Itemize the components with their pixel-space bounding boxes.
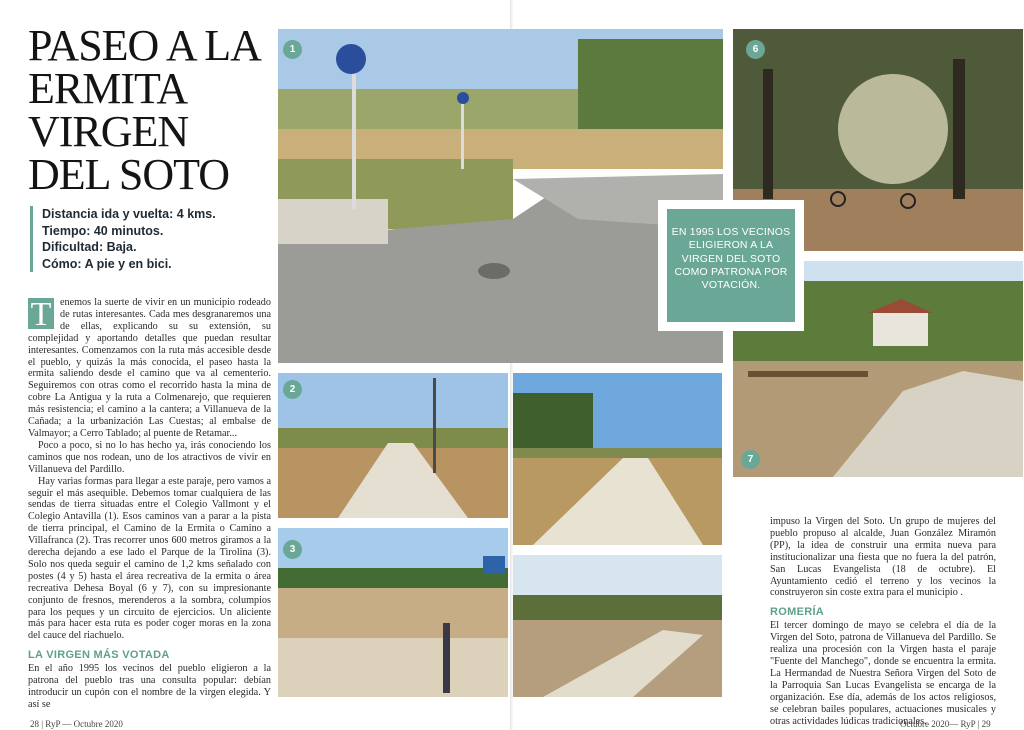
- fact-distance: Distancia ida y vuelta: 4 kms.: [42, 207, 216, 221]
- photo-4-straight-path: [513, 373, 722, 545]
- footer-right: Octubre 2020— RyP | 29: [900, 719, 991, 729]
- section-heading-virgen: LA VIRGEN MÁS VOTADA: [28, 649, 170, 662]
- body-column-right: [770, 516, 996, 727]
- intro-text: enemos la suerte de vivir en un municipio rodeado de rutas interesantes. Cada mes desgranaremos una de ellas, explicando su su extensión, su complejidad y aportando detalles que puedan resultar interesantes. Comenzamos con la ruta más accesible desde el pueblo, y quizás la más conocida, el paseo hasta la ermita saliendo desde el camino que va al cementerio. Seguiremos con otras como el recorrido hasta la mina de cobre La Antigua y la ruta a Colmenarejo, que requieren más resistencia; el camino a la cantera; a Villanueva de la Cañada; a la urbanización Las Cuestas; al embalse de Valmayor; a Cerro Tablado; al puente de Retamar...: [28, 297, 271, 439]
- footer-left: 28 | RyP — Octubre 2020: [30, 719, 123, 729]
- photo-number-badge: 6: [746, 40, 765, 59]
- paragraph-3: Hay varias formas para llegar a este paraje, pero vamos a seguir el más asequible. Debemos tomar cualquiera de las sendas de tierra situadas entre el Colegio Vallmont y el Colegio Antavilla (1). Esos caminos van a parar a la pista de tierra principal, el Camino de la Ermita o Camino a Villafranca (2). Tras recorrer unos 600 metros giramos a la derecha dejando a ese lado el Parque de la Tirolina (3). Solo nos queda seguir el camino de 1,2 kms señalado con postes (4 y 5) hasta el área recreativa de la ermita o área recreativa Dehesa Boyal (6 y 7), con su impresionante conjunto de fresnos, merenderos a la sombra, columpios para los peques y un circuito de ejercicios. Un aliciente más para hacer esta ruta es poder coger moras en la zona del cauce del riachuelo.: [28, 475, 271, 642]
- fact-time: Tiempo: 40 minutos.: [42, 223, 164, 238]
- fact-difficulty: Dificultad: Baja.: [42, 240, 137, 254]
- article-title: PASEO A LA ERMITA VIRGEN DEL SOTO: [28, 21, 259, 199]
- paragraph-2: Poco a poco, si no lo has hecho ya, irás conociendo los caminos que nos rodean, uno de los atractivos de vivir en Villanueva del Pardillo.: [28, 439, 271, 475]
- route-facts: [30, 206, 216, 272]
- body-column-left: [28, 297, 271, 711]
- fact-how: Cómo: A pie y en bici.: [42, 256, 172, 271]
- intro-paragraph: [28, 297, 271, 440]
- photo-number-badge: 1: [283, 40, 302, 59]
- photo-1-road-signs: [278, 29, 723, 363]
- pull-quote-text: EN 1995 LOS VECINOS ELIGIERON A LA VIRGEN DEL SOTO COMO PATRONA POR VOTACIÓN.: [667, 209, 795, 322]
- photo-number-badge: 2: [283, 380, 302, 399]
- photo-number-badge: 3: [283, 540, 302, 559]
- section-text-virgen: En el año 1995 los vecinos del pueblo eligieron a la patrona del pueblo tras una consulta popular: debían introducir un cupón con el nombre de la virgen elegida. Y así se: [28, 663, 271, 710]
- section-text-romeria: El tercer domingo de mayo se celebra el día de la Virgen del Soto, patrona de Villanueva del Pardillo. Se realiza una procesión con la Virgen hasta el paraje "Fuente del Manchego", donde se encuentra la ermita. La Hermandad de Nuestra Señora Virgen del Soto de la Parroquia San Lucas Evangelista se encarga de la organización. Ese día, además de los actos religiosos, se celebran bailes populares, actuaciones musicales y otras actividades lúdicas tradicionales.: [770, 620, 996, 727]
- section-heading-romeria: ROMERÍA: [770, 606, 825, 619]
- photo-3-tirolina-park: [278, 528, 508, 697]
- photo-number-badge: 7: [741, 450, 760, 469]
- pull-quote-box: [658, 200, 804, 331]
- photo-2-dirt-crossroad: [278, 373, 508, 518]
- continuation-paragraph: impuso la Virgen del Soto. Un grupo de mujeres del pueblo propuso al alcalde, Juan González Miramón (PP), la idea de construir una ermita nueva para institucionalizar una fiesta que no fuera la del patrón, San Lucas Evangelista (18 de octubre). El Ayuntamiento cedió el terreno y los vecinos la construyeron sin coste extra para el municipio .: [770, 516, 996, 599]
- photo-5-field-path: [513, 555, 722, 697]
- drop-cap: T: [28, 298, 54, 329]
